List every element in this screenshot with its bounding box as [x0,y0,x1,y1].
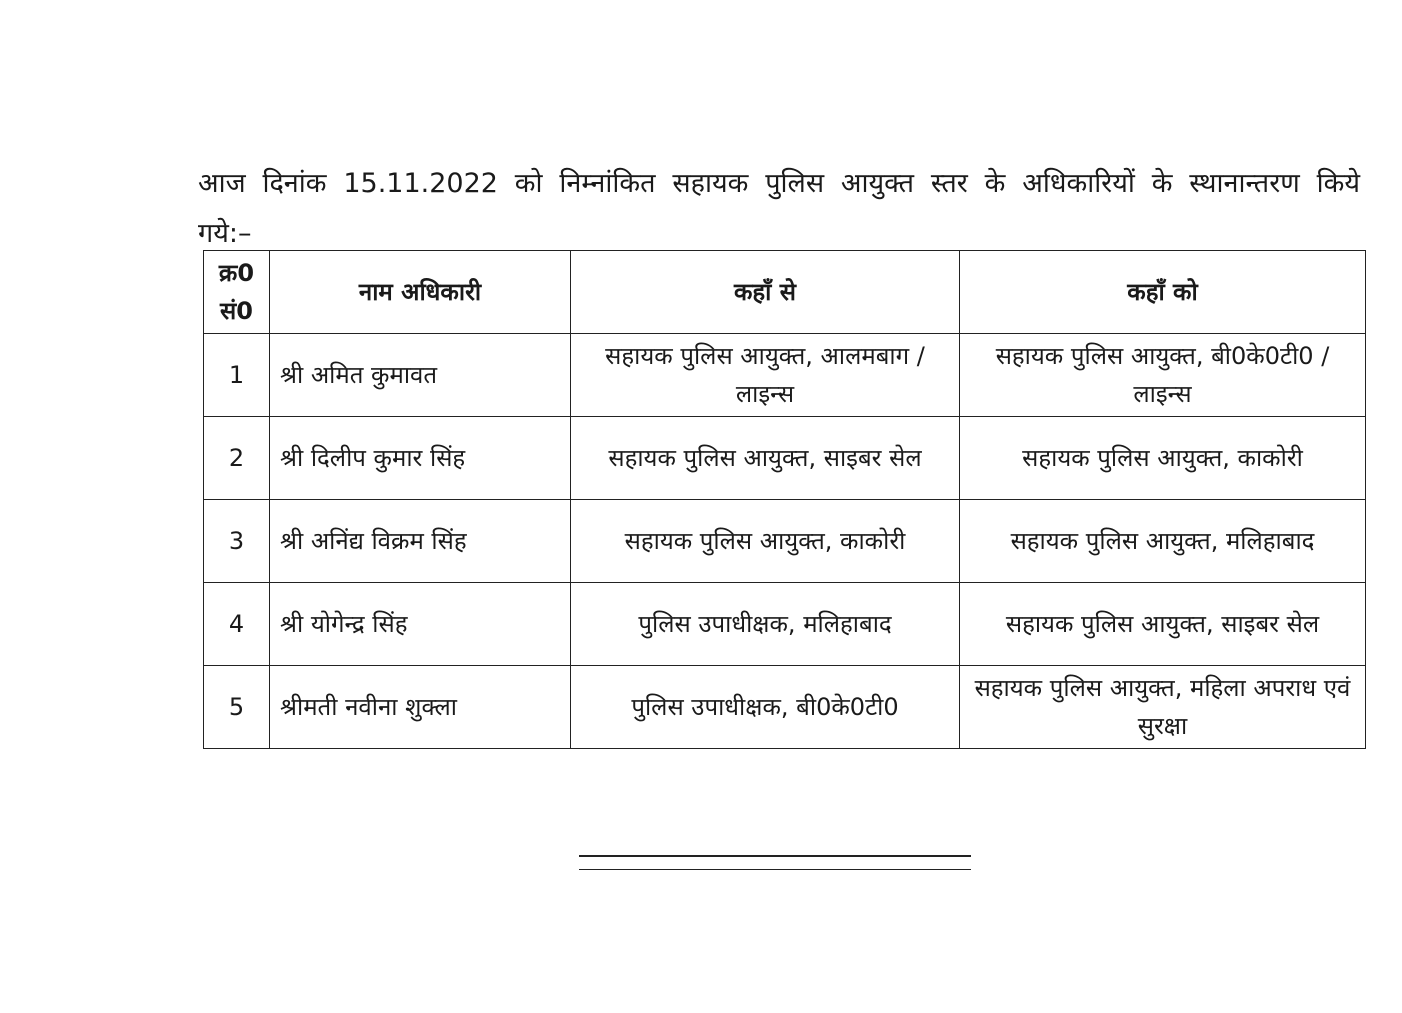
closing-divider-line [579,869,971,870]
closing-divider-line [579,855,971,857]
officer-name: श्री अनिंद्य विक्रम सिंह [270,500,571,583]
officer-name: श्री अमित कुमावत [270,334,571,417]
from-header: कहाँ से [571,251,960,334]
to-header: कहाँ को [960,251,1366,334]
row-number: 4 [204,583,270,666]
to-post: सहायक पुलिस आयुक्त, मलिहाबाद [960,500,1366,583]
from-post: पुलिस उपाधीक्षक, मलिहाबाद [571,583,960,666]
row-number: 1 [204,334,270,417]
table-row [204,583,1366,666]
to-post: सहायक पुलिस आयुक्त, बी0के0टी0 / लाइन्स [960,334,1366,417]
serial-number-header [204,251,270,334]
from-post: सहायक पुलिस आयुक्त, आलमबाग / लाइन्स [571,334,960,417]
officer-name-header: नाम अधिकारी [270,251,571,334]
serial-header-line2: सं0 [220,297,253,325]
row-number: 5 [204,666,270,749]
to-post: सहायक पुलिस आयुक्त, साइबर सेल [960,583,1366,666]
from-post: सहायक पुलिस आयुक्त, काकोरी [571,500,960,583]
row-number: 3 [204,500,270,583]
intro-paragraph: आज दिनांक 15.11.2022 को निम्नांकित सहायक पुलिस आयुक्त स्तर के अधिकारियों के स्थानान्तरण किये गये:– [198,168,1360,249]
table-row [204,417,1366,500]
from-post: पुलिस उपाधीक्षक, बी0के0टी0 [571,666,960,749]
officer-name: श्री दिलीप कुमार सिंह [270,417,571,500]
row-number: 2 [204,417,270,500]
to-post: सहायक पुलिस आयुक्त, महिला अपराध एवं सुरक्षा [960,666,1366,749]
table-header-row [204,251,1366,334]
officer-name: श्री योगेन्द्र सिंह [270,583,571,666]
table-row [204,334,1366,417]
serial-header-line1: क्र0 [218,259,255,287]
officer-name: श्रीमती नवीना शुक्ला [270,666,571,749]
to-post: सहायक पुलिस आयुक्त, काकोरी [960,417,1366,500]
from-post: सहायक पुलिस आयुक्त, साइबर सेल [571,417,960,500]
transfer-table [203,250,1366,749]
table-row [204,500,1366,583]
table-row [204,666,1366,749]
